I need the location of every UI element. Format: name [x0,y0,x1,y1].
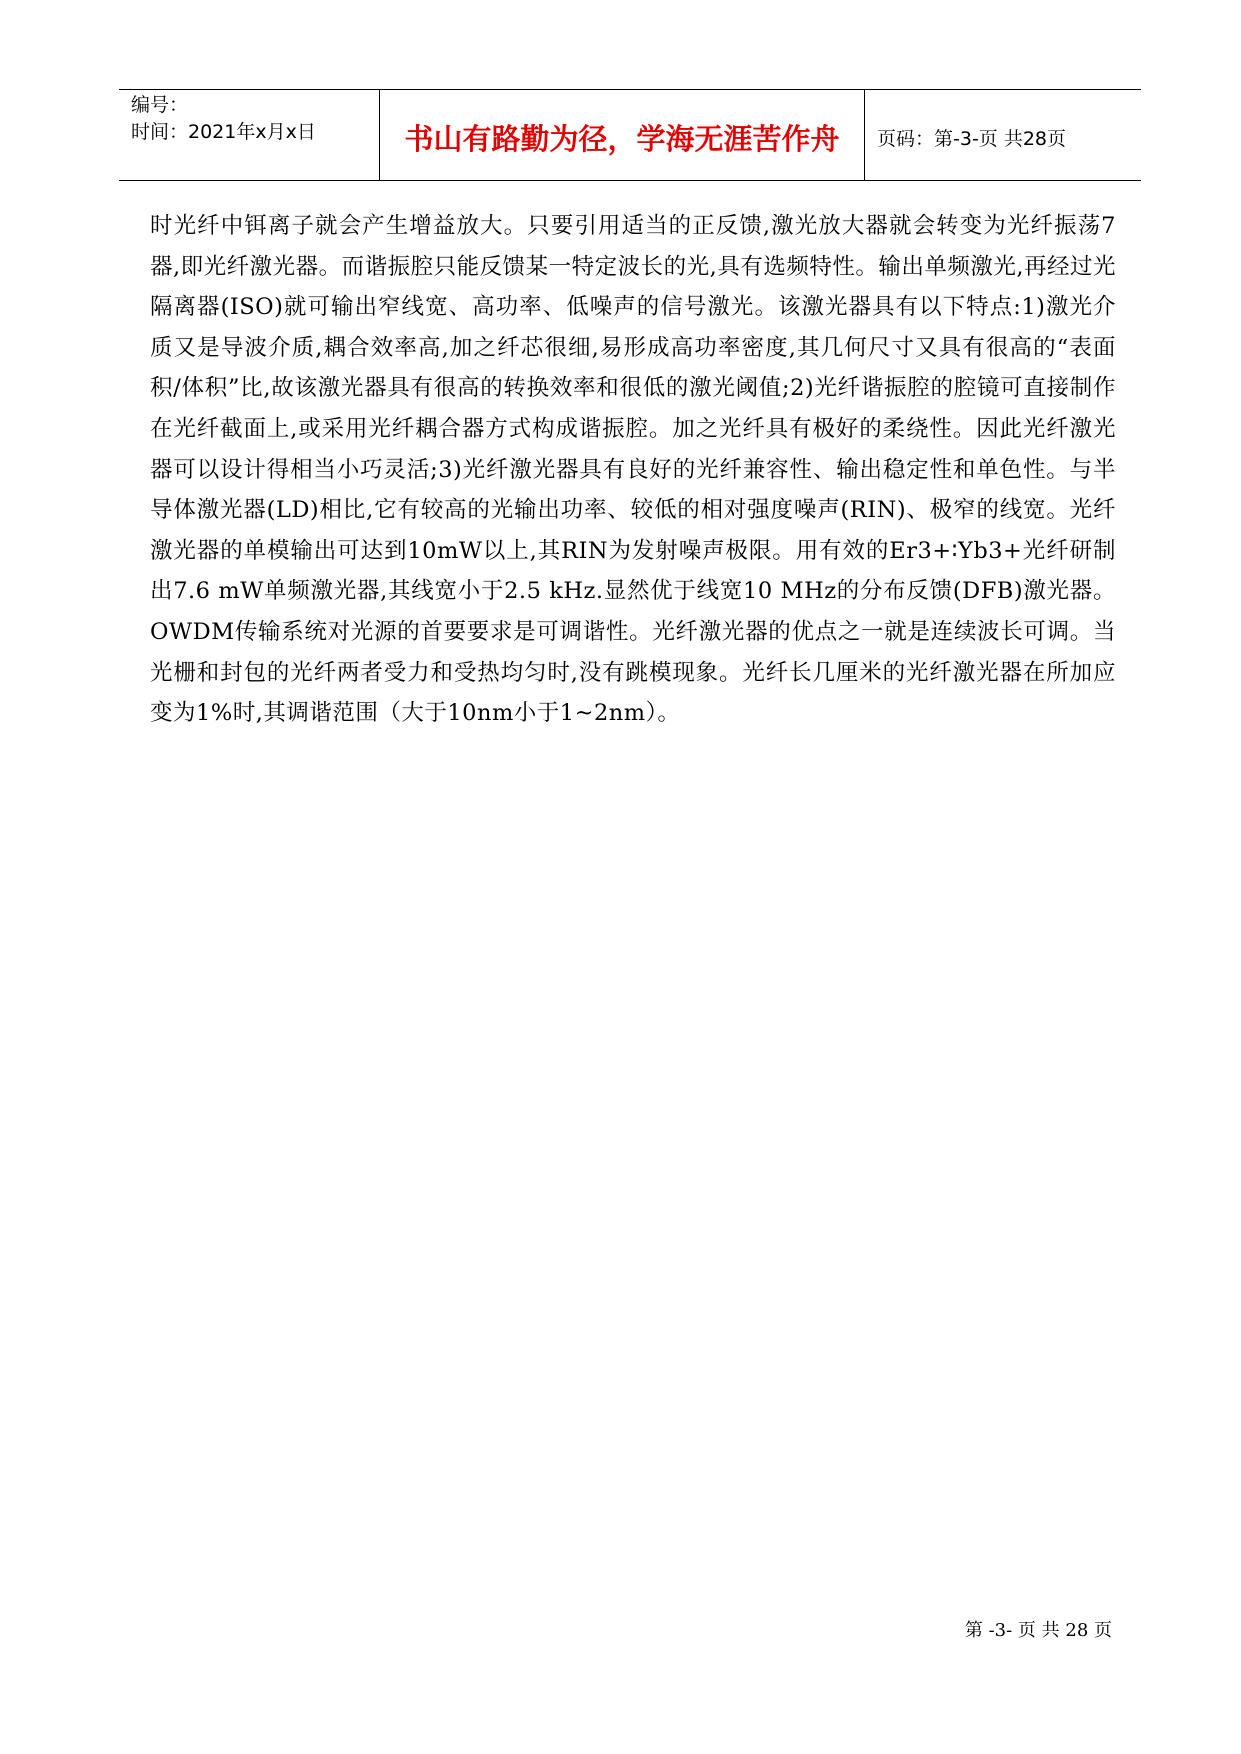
document-number-label: 编号： [131,94,189,116]
header-page-info: 页码：第-3-页 共28页 [877,127,1067,150]
header-motto-cell [380,90,865,180]
document-header [119,89,1141,181]
header-page-info-cell [865,90,1141,180]
body-paragraph: 时光纤中铒离子就会产生增益放大。只要引用适当的正反馈,激光放大器就会转变为光纤振荡7器,即光纤激光器。而谐振腔只能反馈某一特定波长的光,具有选频特性。输出单频激光,再经过光隔离器(ISO)就可输出窄线宽、高功率、低噪声的信号激光。该激光器具有以下特点:1)激光介质又是导波介质,耦合效率高,加之纤芯很细,易形成高功率密度,其几何尺寸又具有很高的“表面积/体积”比,故该激光器具有很高的转换效率和很低的激光阈值;2)光纤谐振腔的腔镜可直接制作在光纤截面上,或采用光纤耦合器方式构成谐振腔。加之光纤具有极好的柔绕性。因此光纤激光器可以设计得相当小巧灵活;3)光纤激光器具有良好的光纤兼容性、输出稳定性和单色性。与半导体激光器(LD)相比,它有较高的光输出功率、较低的相对强度噪声(RIN)、极窄的线宽。光纤激光器的单模输出可达到10mW以上,其RIN为发射噪声极限。用有效的Er3+∶Yb3+光纤研制出7.6 mW单频激光器,其线宽小于2.5 kHz.显然优于线宽10 MHz的分布反馈(DFB)激光器。OWDM传输系统对光源的首要要求是可调谐性。光纤激光器的优点之一就是连续波长可调。当光栅和封包的光纤两者受力和受热均匀时,没有跳模现象。光纤长几厘米的光纤激光器在所加应变为1%时,其调谐范围（大于10nm小于1~2nm）。 [150,213,1116,727]
header-meta-cell [119,90,380,180]
header-motto: 书山有路勤为径，学海无涯苦作舟 [404,121,840,156]
page-footer: 第 -3- 页 共 28 页 [964,1620,1112,1641]
document-date-label: 时间：2021年x月x日 [131,121,316,143]
